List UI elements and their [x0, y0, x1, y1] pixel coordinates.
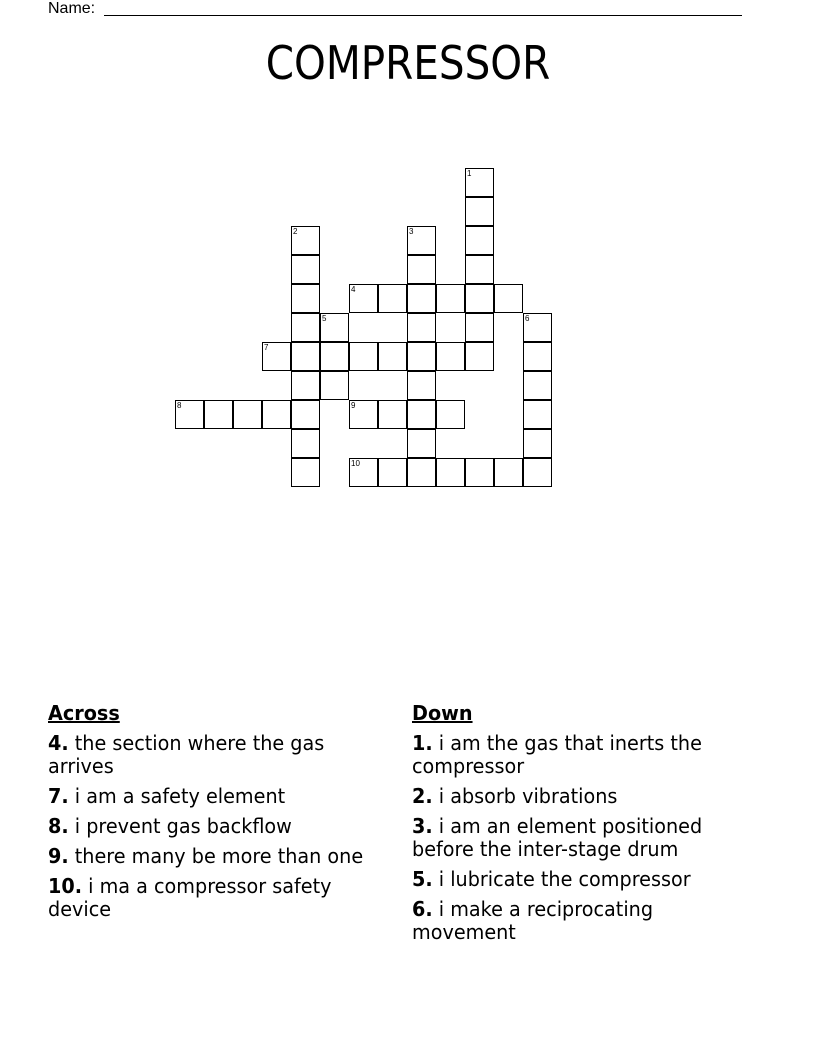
clue-text: i absorb vibrations [438, 784, 618, 808]
clue-down-2 [412, 785, 748, 808]
cell-number: 4 [351, 285, 356, 294]
clue-number: 3. [412, 814, 433, 838]
crossword-cell[interactable] [349, 284, 378, 313]
crossword-cell[interactable] [494, 284, 523, 313]
cell-number: 3 [409, 227, 414, 236]
crossword-cell[interactable] [465, 342, 494, 371]
crossword-cell[interactable] [465, 284, 494, 313]
crossword-grid [0, 0, 816, 520]
clue-across-8 [48, 815, 374, 838]
crossword-cell[interactable] [262, 400, 291, 429]
clue-down-3 [412, 815, 748, 861]
clue-text: i ma a compressor safety device [48, 874, 332, 921]
crossword-cell[interactable] [494, 458, 523, 487]
cell-number: 10 [351, 459, 360, 468]
crossword-cell[interactable] [407, 226, 436, 255]
crossword-cell[interactable] [465, 197, 494, 226]
crossword-cell[interactable] [349, 458, 378, 487]
clue-number: 7. [48, 784, 69, 808]
cell-number: 6 [525, 314, 530, 323]
cell-number: 1 [467, 169, 472, 178]
crossword-cell[interactable] [291, 284, 320, 313]
clue-number: 6. [412, 897, 433, 921]
crossword-cell[interactable] [204, 400, 233, 429]
crossword-cell[interactable] [407, 429, 436, 458]
crossword-cell[interactable] [436, 284, 465, 313]
crossword-cell[interactable] [233, 400, 262, 429]
crossword-cell[interactable] [349, 400, 378, 429]
clue-text: there many be more than one [74, 844, 364, 868]
clue-number: 4. [48, 731, 69, 755]
clue-across-7 [48, 785, 374, 808]
crossword-cell[interactable] [378, 400, 407, 429]
crossword-cell[interactable] [465, 226, 494, 255]
clue-number: 8. [48, 814, 69, 838]
crossword-cell[interactable] [523, 371, 552, 400]
crossword-cell[interactable] [291, 342, 320, 371]
cell-number: 7 [264, 343, 269, 352]
page-title: COMPRESSOR [265, 36, 551, 90]
crossword-cell[interactable] [378, 284, 407, 313]
crossword-cell[interactable] [523, 458, 552, 487]
clue-down-6 [412, 898, 748, 944]
crossword-cell[interactable] [320, 371, 349, 400]
crossword-cell[interactable] [291, 255, 320, 284]
crossword-cell[interactable] [291, 226, 320, 255]
down-clues [412, 702, 748, 951]
crossword-cell[interactable] [465, 168, 494, 197]
clue-text: i am the gas that inerts the compressor [412, 731, 702, 778]
clue-down-1 [412, 732, 748, 778]
clue-text: i am an element positioned before the inter-stage drum [412, 814, 703, 861]
crossword-cell[interactable] [291, 429, 320, 458]
crossword-cell[interactable] [291, 313, 320, 342]
crossword-cell[interactable] [465, 255, 494, 284]
down-heading: Down [412, 701, 473, 725]
cell-number: 2 [293, 227, 298, 236]
crossword-cell[interactable] [320, 313, 349, 342]
clue-across-10 [48, 875, 374, 921]
crossword-cell[interactable] [407, 371, 436, 400]
crossword-cell[interactable] [407, 284, 436, 313]
clue-number: 1. [412, 731, 433, 755]
crossword-cell[interactable] [262, 342, 291, 371]
crossword-cell[interactable] [291, 458, 320, 487]
crossword-cell[interactable] [523, 342, 552, 371]
crossword-cell[interactable] [407, 458, 436, 487]
crossword-cell[interactable] [407, 342, 436, 371]
clue-number: 2. [412, 784, 433, 808]
cell-number: 9 [351, 401, 356, 410]
clue-text: i prevent gas backflow [74, 814, 292, 838]
crossword-cell[interactable] [407, 400, 436, 429]
crossword-cell[interactable] [407, 313, 436, 342]
crossword-cell[interactable] [175, 400, 204, 429]
clue-number: 10. [48, 874, 83, 898]
clue-number: 5. [412, 867, 433, 891]
crossword-cell[interactable] [465, 313, 494, 342]
crossword-cell[interactable] [291, 400, 320, 429]
clue-across-4 [48, 732, 374, 778]
clue-text: the section where the gas arrives [48, 731, 325, 778]
cell-number: 5 [322, 314, 327, 323]
across-heading: Across [48, 701, 120, 725]
clue-down-5 [412, 868, 748, 891]
crossword-cell[interactable] [407, 255, 436, 284]
crossword-cell[interactable] [378, 458, 407, 487]
across-clues [48, 702, 374, 928]
crossword-cell[interactable] [436, 400, 465, 429]
crossword-cell[interactable] [436, 458, 465, 487]
crossword-cell[interactable] [465, 458, 494, 487]
name-label: Name: [48, 0, 96, 17]
clue-across-9 [48, 845, 374, 868]
crossword-cell[interactable] [378, 342, 407, 371]
crossword-cell[interactable] [320, 342, 349, 371]
crossword-cell[interactable] [436, 342, 465, 371]
clue-number: 9. [48, 844, 69, 868]
cell-number: 8 [177, 401, 182, 410]
crossword-cell[interactable] [523, 429, 552, 458]
crossword-cell[interactable] [523, 400, 552, 429]
clue-text: i am a safety element [74, 784, 286, 808]
clue-text: i make a reciprocating movement [412, 897, 654, 944]
crossword-cell[interactable] [349, 342, 378, 371]
crossword-cell[interactable] [523, 313, 552, 342]
clue-text: i lubricate the compressor [438, 867, 691, 891]
crossword-cell[interactable] [291, 371, 320, 400]
